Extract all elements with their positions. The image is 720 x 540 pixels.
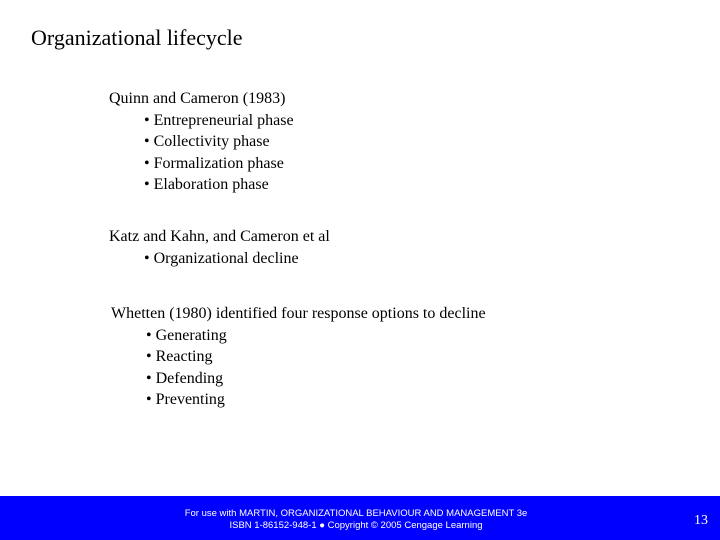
footer-credit <box>0 508 712 532</box>
bullet-icon: • <box>144 111 150 129</box>
slide-title: Organizational lifecycle <box>31 25 243 50</box>
list-item: • Formalization phase <box>144 154 284 172</box>
footer-credit-line-1: For use with MARTIN, ORGANIZATIONAL BEHAVIOUR AND MANAGEMENT 3e <box>184 508 528 519</box>
bullet-list <box>111 325 486 411</box>
list-item: • Entrepreneurial phase <box>144 111 294 129</box>
footer-credit-line-2: ISBN 1-86152-948-1 ● Copyright © 2005 Cengage Learning <box>229 520 483 531</box>
list-item: • Preventing <box>146 391 225 409</box>
list-item: • Collectivity phase <box>144 133 270 151</box>
section-quinn-cameron <box>109 88 294 196</box>
bullet-icon: • <box>146 326 152 344</box>
bullet-icon: • <box>146 391 152 409</box>
bullet-list <box>109 110 294 196</box>
bullet-icon: • <box>146 369 152 387</box>
section-heading: Katz and Kahn, and Cameron et al <box>109 228 330 245</box>
bullet-icon: • <box>146 348 152 366</box>
bullet-icon: • <box>144 154 150 172</box>
list-item: • Elaboration phase <box>144 176 269 194</box>
list-item: • Organizational decline <box>144 249 299 267</box>
section-heading: Whetten (1980) identified four response options to decline <box>111 305 486 322</box>
list-item: • Defending <box>146 369 224 387</box>
section-katz-kahn <box>109 226 330 269</box>
bullet-icon: • <box>144 249 150 267</box>
bullet-icon: • <box>144 133 150 151</box>
footer-bar <box>0 496 720 540</box>
section-whetten <box>111 303 486 411</box>
section-heading: Quinn and Cameron (1983) <box>109 90 286 107</box>
list-item: • Generating <box>146 326 227 344</box>
bullet-list <box>109 248 330 270</box>
page-number: 13 <box>694 513 708 528</box>
list-item: • Reacting <box>146 348 213 366</box>
bullet-icon: • <box>144 176 150 194</box>
